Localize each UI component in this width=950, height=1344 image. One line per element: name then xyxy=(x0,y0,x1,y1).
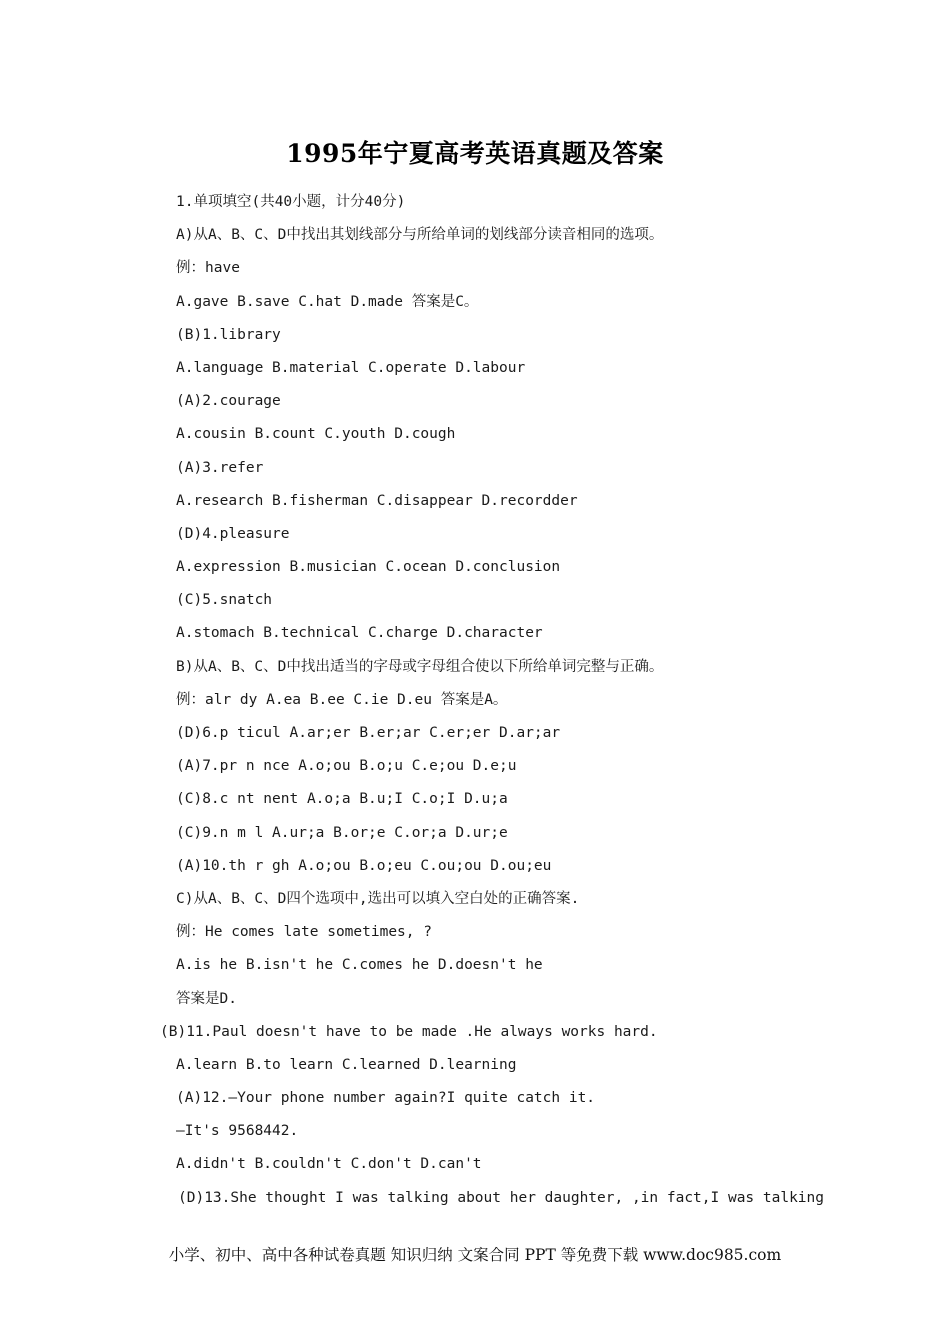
text-line: A.gave B.save C.hat D.made 答案是C。 xyxy=(176,293,479,310)
text-line: (A)2.courage xyxy=(176,393,281,410)
document-body xyxy=(0,186,950,1215)
text-line: C)从A、B、C、D四个选项中,选出可以填入空白处的正确答案. xyxy=(176,890,580,907)
text-line: (A)7.pr n nce A.o;ou B.o;u C.e;ou D.e;u xyxy=(176,758,517,775)
text-line: 答案是D. xyxy=(176,990,237,1007)
text-line: (C)5.snatch xyxy=(176,592,273,609)
text-line: A.language B.material C.operate D.labour xyxy=(176,359,526,376)
text-line: (A)3.refer xyxy=(176,459,264,476)
text-line: (B)11.Paul doesn't have to be made .He always works hard. xyxy=(160,1023,658,1040)
text-line: 例：alr dy A.ea B.ee C.ie D.eu 答案是A。 xyxy=(176,691,508,708)
text-line: (D)13.She thought I was talking about her daughter, ,in fact,I was talking xyxy=(178,1189,825,1206)
text-line: A.stomach B.technical C.charge D.character xyxy=(176,625,543,642)
text-line: A.cousin B.count C.youth D.cough xyxy=(176,426,456,443)
text-line: (D)4.pleasure xyxy=(176,525,290,542)
text-line: —It's 9568442. xyxy=(176,1123,299,1140)
text-line: A)从A、B、C、D中找出其划线部分与所给单词的划线部分读音相同的选项。 xyxy=(176,227,664,244)
text-line: A.expression B.musician C.ocean D.conclusion xyxy=(176,559,561,576)
text-line: (D)6.p ticul A.ar;er B.er;ar C.er;er D.ar;ar xyxy=(176,725,561,741)
text-line: A.didn't B.couldn't C.don't D.can't xyxy=(176,1156,482,1173)
text-line: A.research B.fisherman C.disappear D.recordder xyxy=(176,492,578,509)
text-line: A.learn B.to learn C.learned D.learning xyxy=(176,1056,517,1073)
text-line: 1.单项填空(共40小题，计分40分) xyxy=(176,194,406,210)
text-line: (C)9.n m l A.ur;a B.or;e C.or;a D.ur;e xyxy=(176,824,508,841)
text-line: B)从A、B、C、D中找出适当的字母或字母组合使以下所给单词完整与正确。 xyxy=(176,658,664,675)
page-title: 1995年宁夏高考英语真题及答案 xyxy=(286,139,664,168)
text-line: (A)12.—Your phone number again?I quite catch it. xyxy=(176,1090,596,1107)
page-footer: 小学、初中、高中各种试卷真题 知识归纳 文案合同 PPT 等免费下载 www.doc985.com xyxy=(168,1246,782,1264)
text-line: (C)8.c nt nent A.o;a B.u;I C.o;I D.u;a xyxy=(176,791,508,808)
text-line: 例：He comes late sometimes, ? xyxy=(176,924,432,941)
text-line: A.is he B.isn't he C.comes he D.doesn't he xyxy=(176,957,543,974)
text-line: (B)1.library xyxy=(176,326,281,343)
text-line: 例：have xyxy=(176,260,240,277)
text-line: (A)10.th r gh A.o;ou B.o;eu C.ou;ou D.ou;eu xyxy=(176,857,552,874)
